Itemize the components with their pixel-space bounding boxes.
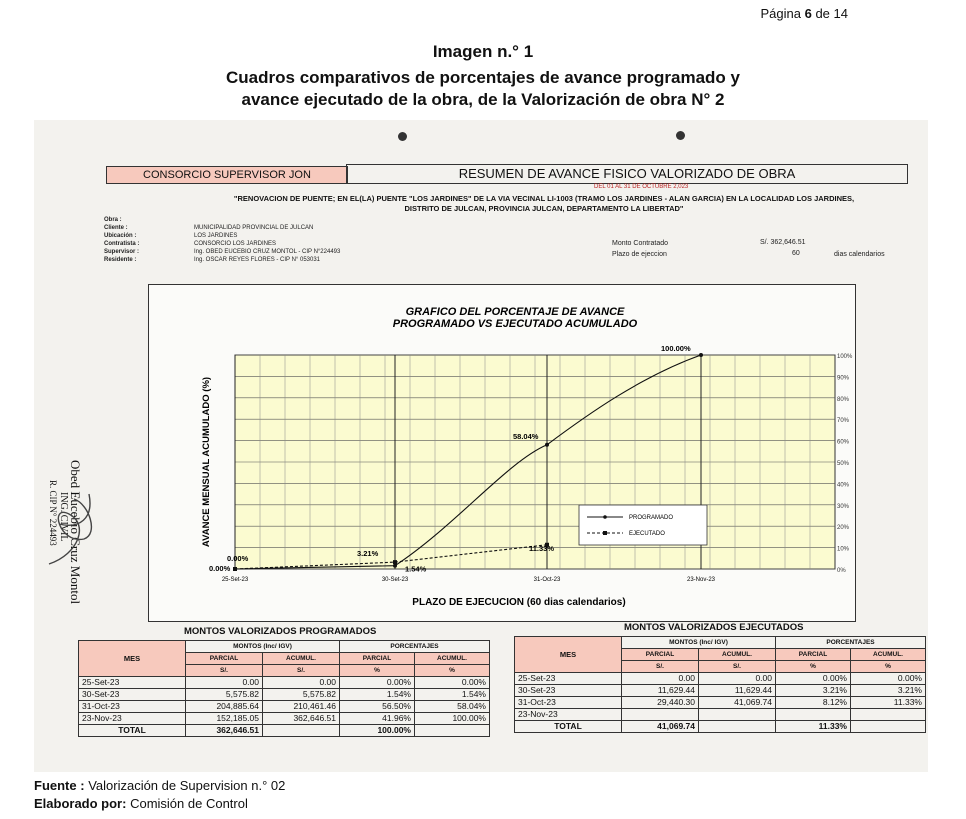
table-cell: 56.50% bbox=[340, 701, 415, 713]
chart-title-line-2: PROGRAMADO VS EJECUTADO ACUMULADO bbox=[392, 318, 638, 330]
programado-data-label: 1.54% bbox=[405, 564, 427, 574]
monto-label: Monto Contratado bbox=[612, 240, 669, 247]
monto-value: S/. 362,646.51 bbox=[760, 239, 806, 246]
project-field-row bbox=[104, 256, 484, 264]
table-cell: 31-Oct-23 bbox=[79, 701, 186, 713]
ejecutado-data-label: 0.00% bbox=[227, 554, 249, 563]
y-tick-label: 30% bbox=[837, 503, 850, 510]
page-current: 6 bbox=[804, 6, 812, 21]
col-acumul-pct: ACUMUL. bbox=[415, 653, 490, 665]
col-parcial-pct: PARCIAL bbox=[776, 649, 851, 661]
table-cell: 3.21% bbox=[776, 685, 851, 697]
ejecutado-data-label: 3.21% bbox=[357, 549, 379, 559]
table-cell: 11.33% bbox=[851, 697, 926, 709]
plazo-unit: dias calendarios bbox=[834, 251, 885, 258]
table-row bbox=[515, 685, 926, 697]
table-cell: 23-Nov-23 bbox=[515, 709, 622, 721]
programados-caption: MONTOS VALORIZADOS PROGRAMADOS bbox=[184, 626, 377, 637]
legend-box bbox=[579, 505, 707, 545]
table-cell: 0.00% bbox=[340, 677, 415, 689]
image-label: Imagen n.° 1 bbox=[432, 42, 534, 61]
col-montos: MONTOS (Inc/ IGV) bbox=[622, 637, 776, 649]
col-acumul-pct: ACUMUL. bbox=[851, 649, 926, 661]
stamp-cip: R. CIP N° 224493 bbox=[48, 480, 58, 546]
table-cell: 5,575.82 bbox=[263, 689, 340, 701]
field-value: MUNICIPALIDAD PROVINCIAL DE JULCAN bbox=[194, 225, 314, 231]
ejecutados-table-wrap bbox=[514, 636, 926, 733]
table-cell: 152,185.05 bbox=[186, 713, 263, 725]
legend-ejecutado-label: EJECUTADO bbox=[629, 531, 665, 537]
table-cell: 210,461.46 bbox=[263, 701, 340, 713]
table-cell bbox=[699, 709, 776, 721]
project-name: "RENOVACION DE PUENTE; EN EL(LA) PUENTE "LOS JARDINES" DE LA VIA VECINAL LI-1003 (TRAMO LOS JARDINES - ALAN GARCIA) EN LA LOCALIDAD LOS JARDINES, DISTRITO DE JULCAN, PROVINCIA JULCAN, DEPARTAMENTO LA LIBERTAD" bbox=[233, 194, 855, 213]
table-cell bbox=[851, 709, 926, 721]
total-row: TOTAL 362,646.51 100.00% bbox=[79, 725, 490, 737]
programado-data-label: 100.00% bbox=[661, 344, 691, 353]
col-parcial-pct: PARCIAL bbox=[340, 653, 415, 665]
ejecutados-table: MES MONTOS (Inc/ IGV) PORCENTAJES PARCIAL ACUMUL. PARCIAL ACUMUL. S/. S/. % % 25-Set-23 0.00 0.00 0.00% 0.00% 30-Set-23 11,629.44 11,629.44 3.21% 3.21% 31-Oct-23 29,440.30 41,069.74 8.12% 11.33% 23-Nov-23 TOTAL 41,069.74 11.33% bbox=[514, 636, 926, 733]
table-cell: 362,646.51 bbox=[263, 713, 340, 725]
total-row: TOTAL 41,069.74 11.33% bbox=[515, 721, 926, 733]
table-row bbox=[79, 713, 490, 725]
table-cell: 0.00% bbox=[415, 677, 490, 689]
table-cell: 23-Nov-23 bbox=[79, 713, 186, 725]
field-label: Supervisor : bbox=[104, 249, 140, 255]
table-cell: 0.00 bbox=[263, 677, 340, 689]
page-label: Página bbox=[760, 6, 801, 21]
table-cell: 0.00% bbox=[776, 673, 851, 685]
punch-hole bbox=[398, 132, 407, 141]
programado-point bbox=[545, 443, 549, 447]
table-cell: 25-Set-23 bbox=[79, 677, 186, 689]
company-box: CONSORCIO SUPERVISOR JON bbox=[106, 166, 348, 184]
col-mes: MES bbox=[79, 641, 186, 677]
field-value: Ing. OBED EUCEBIO CRUZ MONTOL - CIP N°224493 bbox=[194, 249, 341, 255]
table-row bbox=[79, 677, 490, 689]
x-tick-label: 25-Set-23 bbox=[221, 577, 249, 583]
project-field-row bbox=[104, 224, 484, 232]
ejecutados-caption: MONTOS VALORIZADOS EJECUTADOS bbox=[624, 622, 804, 633]
field-label: Contratista : bbox=[104, 241, 140, 247]
table-cell: 8.12% bbox=[776, 697, 851, 709]
stamp-title: ING. CIVIL bbox=[58, 492, 69, 542]
table-cell: 41.96% bbox=[340, 713, 415, 725]
table-cell bbox=[776, 709, 851, 721]
plot-group bbox=[201, 344, 853, 608]
y-axis-label: AVANCE MENSUAL ACUMULADO (%) bbox=[201, 376, 212, 548]
field-value: Ing. OSCAR REYES FLORES - CIP N° 053031 bbox=[194, 257, 321, 263]
image-title-line-1: Cuadros comparativos de porcentajes de avance programado y bbox=[226, 68, 740, 87]
programado-data-label: 0.00% bbox=[209, 564, 231, 573]
col-montos: MONTOS (Inc/ IGV) bbox=[186, 641, 340, 653]
table-cell: 30-Set-23 bbox=[79, 689, 186, 701]
chart-title-line-1: GRAFICO DEL PORCENTAJE DE AVANCE bbox=[405, 306, 625, 318]
programado-data-label: 58.04% bbox=[513, 431, 539, 441]
table-row bbox=[79, 701, 490, 713]
programados-table: MES MONTOS (Inc/ IGV) PORCENTAJES PARCIAL ACUMUL. PARCIAL ACUMUL. S/. S/. % % 25-Set-23 0.00 0.00 0.00% 0.00% 30-Set-23 5,575.82 5,575.82 1.54% 1.54% 31-Oct-23 204,885.64 210,461.46 56.50% 58.04% 23-Nov-23 152,185.05 362,646.51 41.96% 100.00% TOTAL 362,646.51 100.00% bbox=[78, 640, 490, 737]
table-cell: 1.54% bbox=[415, 689, 490, 701]
col-porcentajes: PORCENTAJES bbox=[776, 637, 926, 649]
table-cell: 0.00 bbox=[699, 673, 776, 685]
plazo-label: Plazo de ejeccion bbox=[612, 251, 667, 258]
y-tick-label: 0% bbox=[837, 568, 846, 574]
supervisor-stamp bbox=[3, 300, 83, 605]
col-acumul: ACUMUL. bbox=[699, 649, 776, 661]
resumen-title: RESUMEN DE AVANCE FISICO VALORIZADO DE OBRA bbox=[346, 164, 908, 184]
table-cell: 3.21% bbox=[851, 685, 926, 697]
field-value: CONSORCIO LOS JARDINES bbox=[194, 241, 277, 247]
table-cell: 11,629.44 bbox=[622, 685, 699, 697]
field-label: Residente : bbox=[104, 257, 137, 263]
table-cell: 5,575.82 bbox=[186, 689, 263, 701]
table-row bbox=[515, 709, 926, 721]
page-total: de 14 bbox=[815, 6, 848, 21]
col-mes: MES bbox=[515, 637, 622, 673]
signature-scribble bbox=[39, 484, 103, 576]
project-field-row bbox=[104, 216, 484, 224]
stamp-name: Obed Eucebio Cruz Montol bbox=[68, 460, 83, 605]
ejecutado-data-label: 11.33% bbox=[529, 543, 555, 553]
field-label: Obra : bbox=[104, 217, 122, 223]
field-label: Ubicación : bbox=[104, 233, 137, 239]
table-cell: 29,440.30 bbox=[622, 697, 699, 709]
legend-programado-label: PROGRAMADO bbox=[629, 515, 674, 521]
table-cell: 0.00% bbox=[851, 673, 926, 685]
legend-ejecutado-marker bbox=[603, 531, 607, 535]
table-cell: 31-Oct-23 bbox=[515, 697, 622, 709]
y-tick-label: 50% bbox=[837, 461, 850, 467]
table-row bbox=[79, 689, 490, 701]
programado-point bbox=[699, 353, 703, 357]
ejecutado-point bbox=[393, 560, 397, 564]
field-value: LOS JARDINES bbox=[194, 233, 238, 239]
y-tick-label: 90% bbox=[837, 375, 850, 382]
source-note: Fuente : Valorización de Supervision n.° 02 bbox=[34, 778, 286, 793]
y-tick-label: 40% bbox=[837, 482, 850, 489]
col-acumul: ACUMUL. bbox=[263, 653, 340, 665]
prepared-by-note: Elaborado por: Comisión de Control bbox=[34, 796, 248, 811]
table-row bbox=[515, 673, 926, 685]
table-cell: 58.04% bbox=[415, 701, 490, 713]
y-tick-label: 70% bbox=[837, 418, 850, 425]
chart-frame bbox=[148, 284, 856, 622]
y-tick-label: 20% bbox=[837, 525, 850, 532]
scanned-document-photo bbox=[34, 120, 928, 772]
table-cell: 0.00 bbox=[186, 677, 263, 689]
table-cell: 0.00 bbox=[622, 673, 699, 685]
project-field-row bbox=[104, 248, 484, 256]
table-cell: 30-Set-23 bbox=[515, 685, 622, 697]
table-cell: 204,885.64 bbox=[186, 701, 263, 713]
project-fields bbox=[104, 216, 484, 264]
x-tick-label: 30-Set-23 bbox=[381, 577, 409, 583]
x-tick-label: 31-Oct-23 bbox=[533, 577, 561, 583]
field-label: Cliente : bbox=[104, 225, 128, 231]
table-cell: 1.54% bbox=[340, 689, 415, 701]
table-cell bbox=[622, 709, 699, 721]
y-tick-label: 60% bbox=[837, 439, 850, 446]
col-parcial: PARCIAL bbox=[622, 649, 699, 661]
y-tick-label: 80% bbox=[837, 396, 850, 403]
y-tick-label: 100% bbox=[837, 354, 853, 360]
col-porcentajes: PORCENTAJES bbox=[340, 641, 490, 653]
table-cell: 100.00% bbox=[415, 713, 490, 725]
table-cell: 41,069.74 bbox=[699, 697, 776, 709]
plazo-value: 60 bbox=[792, 250, 800, 257]
image-title-line-2: avance ejecutado de la obra, de la Valorización de obra N° 2 bbox=[241, 90, 725, 109]
progress-chart bbox=[149, 285, 855, 621]
table-cell: 25-Set-23 bbox=[515, 673, 622, 685]
x-tick-label: 23-Nov-23 bbox=[686, 577, 716, 583]
page-number bbox=[760, 6, 848, 21]
y-tick-label: 10% bbox=[837, 546, 850, 553]
ejecutado-point bbox=[233, 567, 237, 571]
col-parcial: PARCIAL bbox=[186, 653, 263, 665]
table-cell: 11,629.44 bbox=[699, 685, 776, 697]
programado-point bbox=[393, 564, 397, 568]
project-field-row bbox=[104, 240, 484, 248]
programados-table-wrap bbox=[78, 640, 490, 737]
table-row bbox=[515, 697, 926, 709]
period: DEL 01 AL 31 DE OCTUBRE 2,023 bbox=[594, 184, 689, 190]
punch-hole bbox=[676, 131, 685, 140]
x-axis-label: PLAZO DE EJECUCION (60 dias calendarios) bbox=[412, 597, 626, 608]
legend-programado-marker bbox=[603, 515, 607, 519]
project-field-row bbox=[104, 232, 484, 240]
